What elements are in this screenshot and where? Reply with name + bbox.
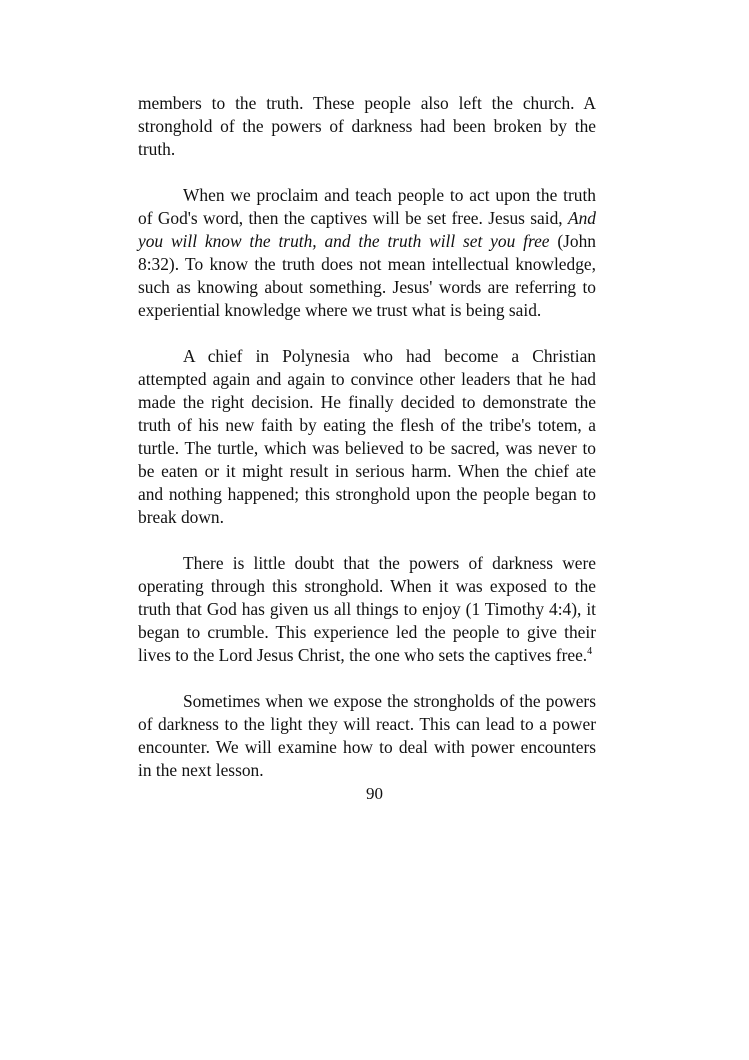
paragraph-text: members to the truth. These people also left the church. A stronghold of the powers of darkness had been broken by the truth. bbox=[138, 93, 596, 159]
paragraph-power-encounter bbox=[138, 690, 596, 782]
paragraph-text: There is little doubt that the powers of darkness were operating through this stronghold. When it was exposed to the truth that God has given us all things to enjoy (1 Timothy 4:4), it began to crumble. This experience led the people to give their lives to the Lord Jesus Christ, the one who sets the captives free. bbox=[138, 553, 596, 665]
scripture-quote: And you will know the truth, and the truth will set you free bbox=[138, 208, 596, 251]
paragraph-polynesia-chief bbox=[138, 345, 596, 529]
paragraph-text: A chief in Polynesia who had become a Christian attempted again and again to convince other leaders that he had made the right decision. He finally decided to demonstrate the truth of his new faith by eating the flesh of the tribe's totem, a turtle. The turtle, which was believed to be sacred, was never to be eaten or it might result in serious harm. When the chief ate and nothing happened; this stronghold upon the people began to break down. bbox=[138, 346, 596, 527]
paragraph-truth-sets-free bbox=[138, 184, 596, 322]
body-text bbox=[138, 92, 596, 782]
paragraph-continuation bbox=[138, 92, 596, 161]
footnote-reference: 4 bbox=[587, 646, 593, 658]
paragraph-text: Sometimes when we expose the strongholds of the powers of darkness to the light they will react. This can lead to a power encounter. We will examine how to deal with power encounters in the next lesson. bbox=[138, 691, 596, 780]
page-number: 90 bbox=[366, 784, 383, 803]
paragraph-text: When we proclaim and teach people to act upon the truth of God's word, then the captives will be set free. Jesus said, bbox=[138, 185, 596, 228]
paragraph-text: (John 8:32). To know the truth does not mean intellectual knowledge, such as knowing about something. Jesus' words are referring to experiential knowledge where we trust what is being said. bbox=[138, 231, 596, 320]
paragraph-stronghold-crumble bbox=[138, 552, 596, 667]
